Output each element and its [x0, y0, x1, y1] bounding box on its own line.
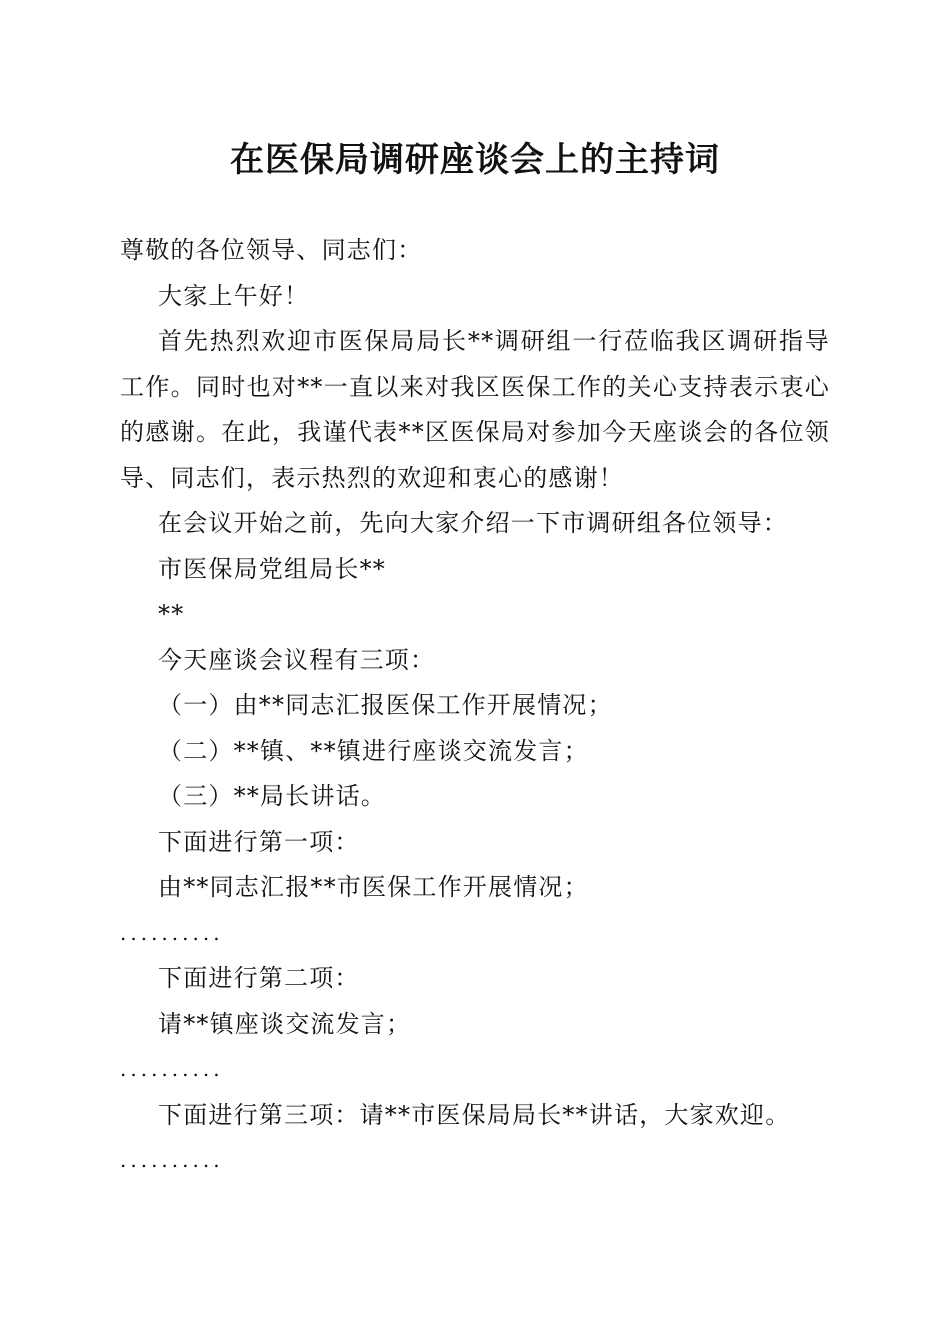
agenda-item: （二）**镇、**镇进行座谈交流发言； — [158, 736, 589, 765]
salutation: 尊敬的各位领导、同志们： — [120, 236, 423, 264]
item-text: 请**镇座谈交流发言； — [158, 1009, 412, 1038]
agenda-intro: 今天座谈会议程有三项： — [158, 645, 436, 674]
agenda-item: （三）**局长讲话。 — [158, 782, 386, 810]
ellipsis: .......... — [120, 1057, 224, 1081]
welcome-paragraph: 首先热烈欢迎市医保局局长**调研组一行莅临我区调研指导工作。同时也对**一直以来对我区医保工作的关心支持表示衷心的感谢。在此，我谨代表**区医保局对参加今天座谈会的各位领导、同志们，表示热烈的欢迎和衷心的感谢！ — [120, 327, 830, 492]
leader-line: ** — [158, 600, 185, 628]
item-text: 由**同志汇报**市医保工作开展情况； — [158, 873, 589, 901]
item-heading: 下面进行第二项： — [158, 964, 360, 992]
document-body — [120, 228, 830, 1184]
greeting: 大家上午好！ — [158, 281, 310, 310]
item-text: 下面进行第三项：请**市医保局局长**讲话，大家欢迎。 — [158, 1100, 791, 1129]
agenda-item: （一）由**同志汇报医保工作开展情况； — [158, 691, 613, 719]
item-heading: 下面进行第一项： — [158, 827, 360, 856]
intro-line: 在会议开始之前，先向大家介绍一下市调研组各位领导： — [158, 509, 788, 537]
leader-line: 市医保局党组局长** — [158, 554, 386, 583]
ellipsis: .......... — [120, 920, 224, 945]
ellipsis: .......... — [120, 1148, 224, 1172]
document-title: 在医保局调研座谈会上的主持词 — [230, 140, 720, 180]
